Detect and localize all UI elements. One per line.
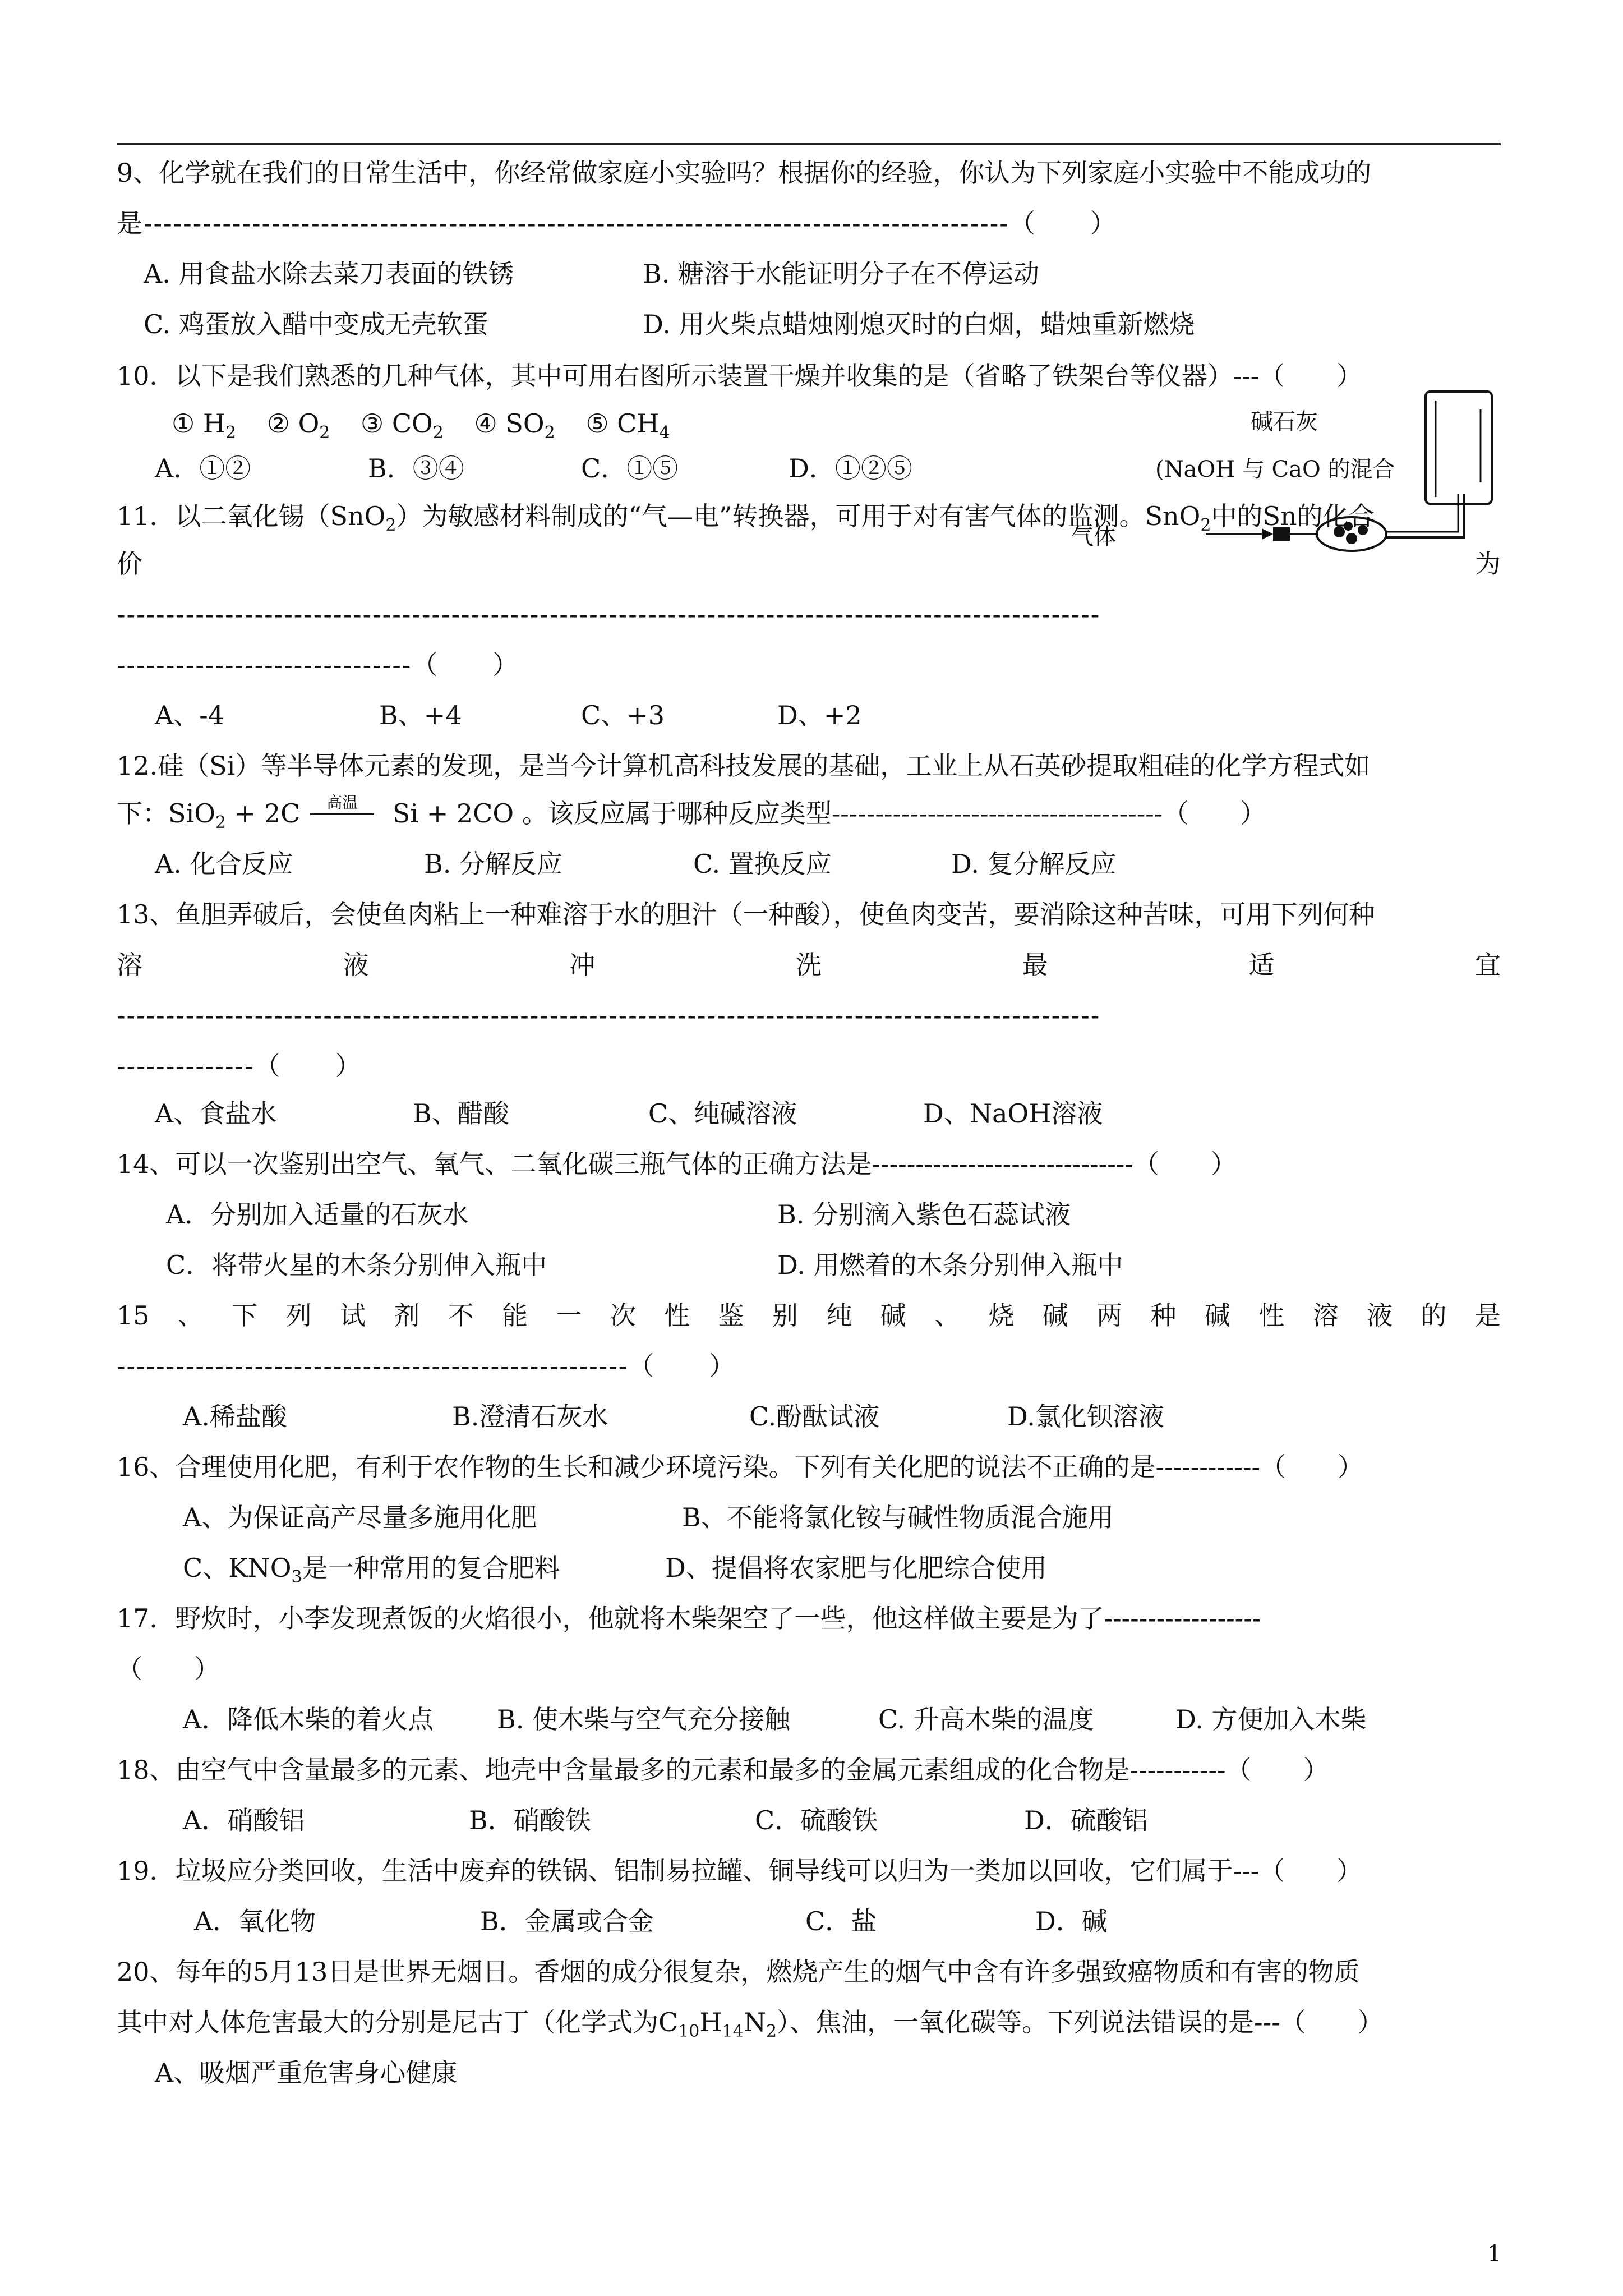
q14-stem: 14、可以一次鉴别出空气、氧气、二氧化碳三瓶气体的正确方法是------------------------------（ ） <box>117 1149 1237 1179</box>
q16-option-b: B、不能将氯化铵与碱性物质混合施用 <box>682 1502 1114 1533</box>
q10-gas-list: ① $H_2$ ② $O_2$ ③ $CO_2$ ④ $SO_2$ ⑤ $CH_4$ <box>172 408 670 443</box>
q10-stem: 10．以下是我们熟悉的几种气体，其中可用右图所示装置干燥并收集的是（省略了铁架台等仪器）---（ ） <box>117 361 1363 391</box>
q17-option-c: C. 升高木柴的温度 <box>878 1704 1094 1734</box>
q13-option-b: B、醋酸 <box>413 1098 509 1129</box>
q14-option-b: B. 分别滴入紫色石蕊试液 <box>777 1199 1071 1230</box>
q15-option-b: B.澄清石灰水 <box>452 1401 608 1432</box>
q19-option-d: D．碱 <box>1035 1906 1108 1936</box>
q9-option-b: B. 糖溶于水能证明分子在不停运动 <box>643 259 1040 289</box>
q19-option-b: B．金属或合金 <box>480 1906 654 1936</box>
q17-stem: 17．野炊时，小李发现煮饭的火焰很小，他就将木柴架空了一些，他这样做主要是为了------------------ <box>117 1603 1261 1634</box>
q13-stem: 13、鱼胆弄破后，会使鱼肉粘上一种难溶于水的胆汁（一种酸），使鱼肉变苦，要消除这种苦味，可用下列何种 <box>117 899 1375 930</box>
q14-option-a: A．分别加入适量的石灰水 <box>166 1199 469 1230</box>
q20-option-a: A、吸烟严重危害身心健康 <box>155 2058 458 2088</box>
q20-stem: 20、每年的5月13日是世界无烟日。香烟的成分很复杂，燃烧产生的烟气中含有许多强致癌物质和有害的物质 <box>117 1957 1360 1987</box>
diagram-label-gas: 气体 <box>1071 524 1116 550</box>
q9-stem-cont: 是----------------------------------------------------------------------------------------（ ） <box>117 208 1117 238</box>
page-number: 1 <box>1487 2241 1502 2267</box>
header-rule <box>117 143 1501 145</box>
q11-stem: 11．以二氧化锡（SnO$_2$）为敏感材料制成的“气—电”转换器，可用于对有害气体的监测。SnO$_2$中的Sn的化合 <box>117 501 1375 536</box>
q15-option-d: D.氯化钡溶液 <box>1007 1401 1164 1432</box>
q11-answer-blank: ---------------------------------------------------------------------------------------------------- <box>117 599 1101 629</box>
q13-answer-blank-cont: --------------（ ） <box>117 1051 362 1081</box>
q12-equation: 下：SiO$_2$ + 2C 高温 Si + 2CO 。该反应属于哪种反应类型--------------------------------------（ ） <box>117 793 1266 833</box>
q11-answer-blank-cont: ------------------------------（ ） <box>117 650 520 680</box>
q16-option-c: C、$KNO_3$是一种常用的复合肥料 <box>183 1553 560 1588</box>
q10-option-d: D．①②⑤ <box>789 453 912 484</box>
q18-option-a: A．硝酸铝 <box>183 1805 305 1835</box>
q18-option-b: B．硝酸铁 <box>469 1805 591 1835</box>
reaction-arrow: 高温 <box>300 797 384 830</box>
q14-option-c: C．将带火星的木条分别伸入瓶中 <box>166 1250 547 1280</box>
q11-stem-cont: 价 为 <box>117 549 1501 579</box>
q11-option-a: A、-4 <box>155 700 225 730</box>
q10-option-c: C．①⑤ <box>581 453 679 484</box>
q15-option-a: A.稀盐酸 <box>183 1401 287 1432</box>
q14-option-d: D. 用燃着的木条分别伸入瓶中 <box>777 1250 1123 1280</box>
q17-stem-cont: （ ） <box>117 1654 220 1684</box>
q18-stem: 18、由空气中含量最多的元素、地壳中含量最多的元素和最多的金属元素组成的化合物是-----------（ ） <box>117 1755 1329 1785</box>
q15-option-c: C.酚酞试液 <box>749 1401 880 1432</box>
q12-option-c: C. 置换反应 <box>693 849 832 879</box>
q12-option-a: A. 化合反应 <box>155 849 293 879</box>
q15-stem: 15 、 下 列 试 剂 不 能 一 次 性 鉴 别 纯 碱 、 烧 碱 两 种 碱 性 溶 液 的 是 <box>117 1300 1501 1331</box>
q9-option-a: A. 用食盐水除去菜刀表面的铁锈 <box>144 259 514 289</box>
q18-option-c: C．硫酸铁 <box>755 1805 878 1835</box>
delivery-tube <box>1385 494 1464 537</box>
q11-option-b: B、+4 <box>379 700 462 730</box>
q16-option-a: A、为保证高产尽量多施用化肥 <box>183 1502 537 1533</box>
q9-option-c: C. 鸡蛋放入醋中变成无壳软蛋 <box>144 309 488 339</box>
q12-option-d: D. 复分解反应 <box>951 849 1117 879</box>
q16-option-d: D、提倡将农家肥与化肥综合使用 <box>665 1553 1047 1583</box>
q15-answer-blank: ----------------------------------------------------（ ） <box>117 1351 736 1381</box>
q18-option-d: D．硫酸铝 <box>1024 1805 1148 1835</box>
q19-stem: 19．垃圾应分类回收，生活中废弃的铁锅、铝制易拉罐、铜导线可以归为一类加以回收，它们属于---（ ） <box>117 1856 1363 1886</box>
q12-stem: 12.硅（Si）等半导体元素的发现，是当今计算机高科技发展的基础，工业上从石英砂提取粗硅的化学方程式如 <box>117 751 1371 781</box>
diagram-label-mixture: (NaOH 与 CaO 的混合 <box>1155 457 1395 482</box>
diagram-label-soda-lime: 碱石灰 <box>1251 409 1318 435</box>
q16-stem: 16、合理使用化肥，有利于农作物的生长和减少环境污染。下列有关化肥的说法不正确的是------------（ ） <box>117 1452 1364 1482</box>
q19-option-a: A．氧化物 <box>194 1906 316 1936</box>
q11-option-d: D、+2 <box>777 700 862 730</box>
q9-stem: 9、化学就在我们的日常生活中，你经常做家庭小实验吗？根据你的经验，你认为下列家庭小实验中不能成功的 <box>117 158 1372 188</box>
q13-option-c: C、纯碱溶液 <box>648 1098 797 1129</box>
q13-option-d: D、NaOH溶液 <box>923 1098 1103 1129</box>
q9-option-d: D. 用火柴点蜡烛刚熄灭时的白烟，蜡烛重新燃烧 <box>643 309 1195 339</box>
q17-option-a: A．降低木柴的着火点 <box>183 1704 434 1734</box>
q17-option-b: B. 使木柴与空气充分接触 <box>497 1704 791 1734</box>
q11-option-c: C、+3 <box>581 700 665 730</box>
q13-option-a: A、食盐水 <box>155 1098 277 1129</box>
q13-answer-blank: ---------------------------------------------------------------------------------------------------- <box>117 1000 1101 1030</box>
q19-option-c: C．盐 <box>805 1906 877 1936</box>
q10-option-a: A．①② <box>155 453 251 484</box>
q12-option-b: B. 分解反应 <box>424 849 563 879</box>
q20-stem-cont: 其中对人体危害最大的分别是尼古丁（化学式为$C_{10}H_{14}N_2$）、焦油，一氧化碳等。下列说法错误的是---（ ） <box>117 2007 1384 2042</box>
q13-stem-cont: 溶 液 冲 洗 最 适 宜 <box>117 950 1501 980</box>
q17-option-d: D. 方便加入木柴 <box>1175 1704 1367 1734</box>
q10-option-b: B．③④ <box>368 453 464 484</box>
